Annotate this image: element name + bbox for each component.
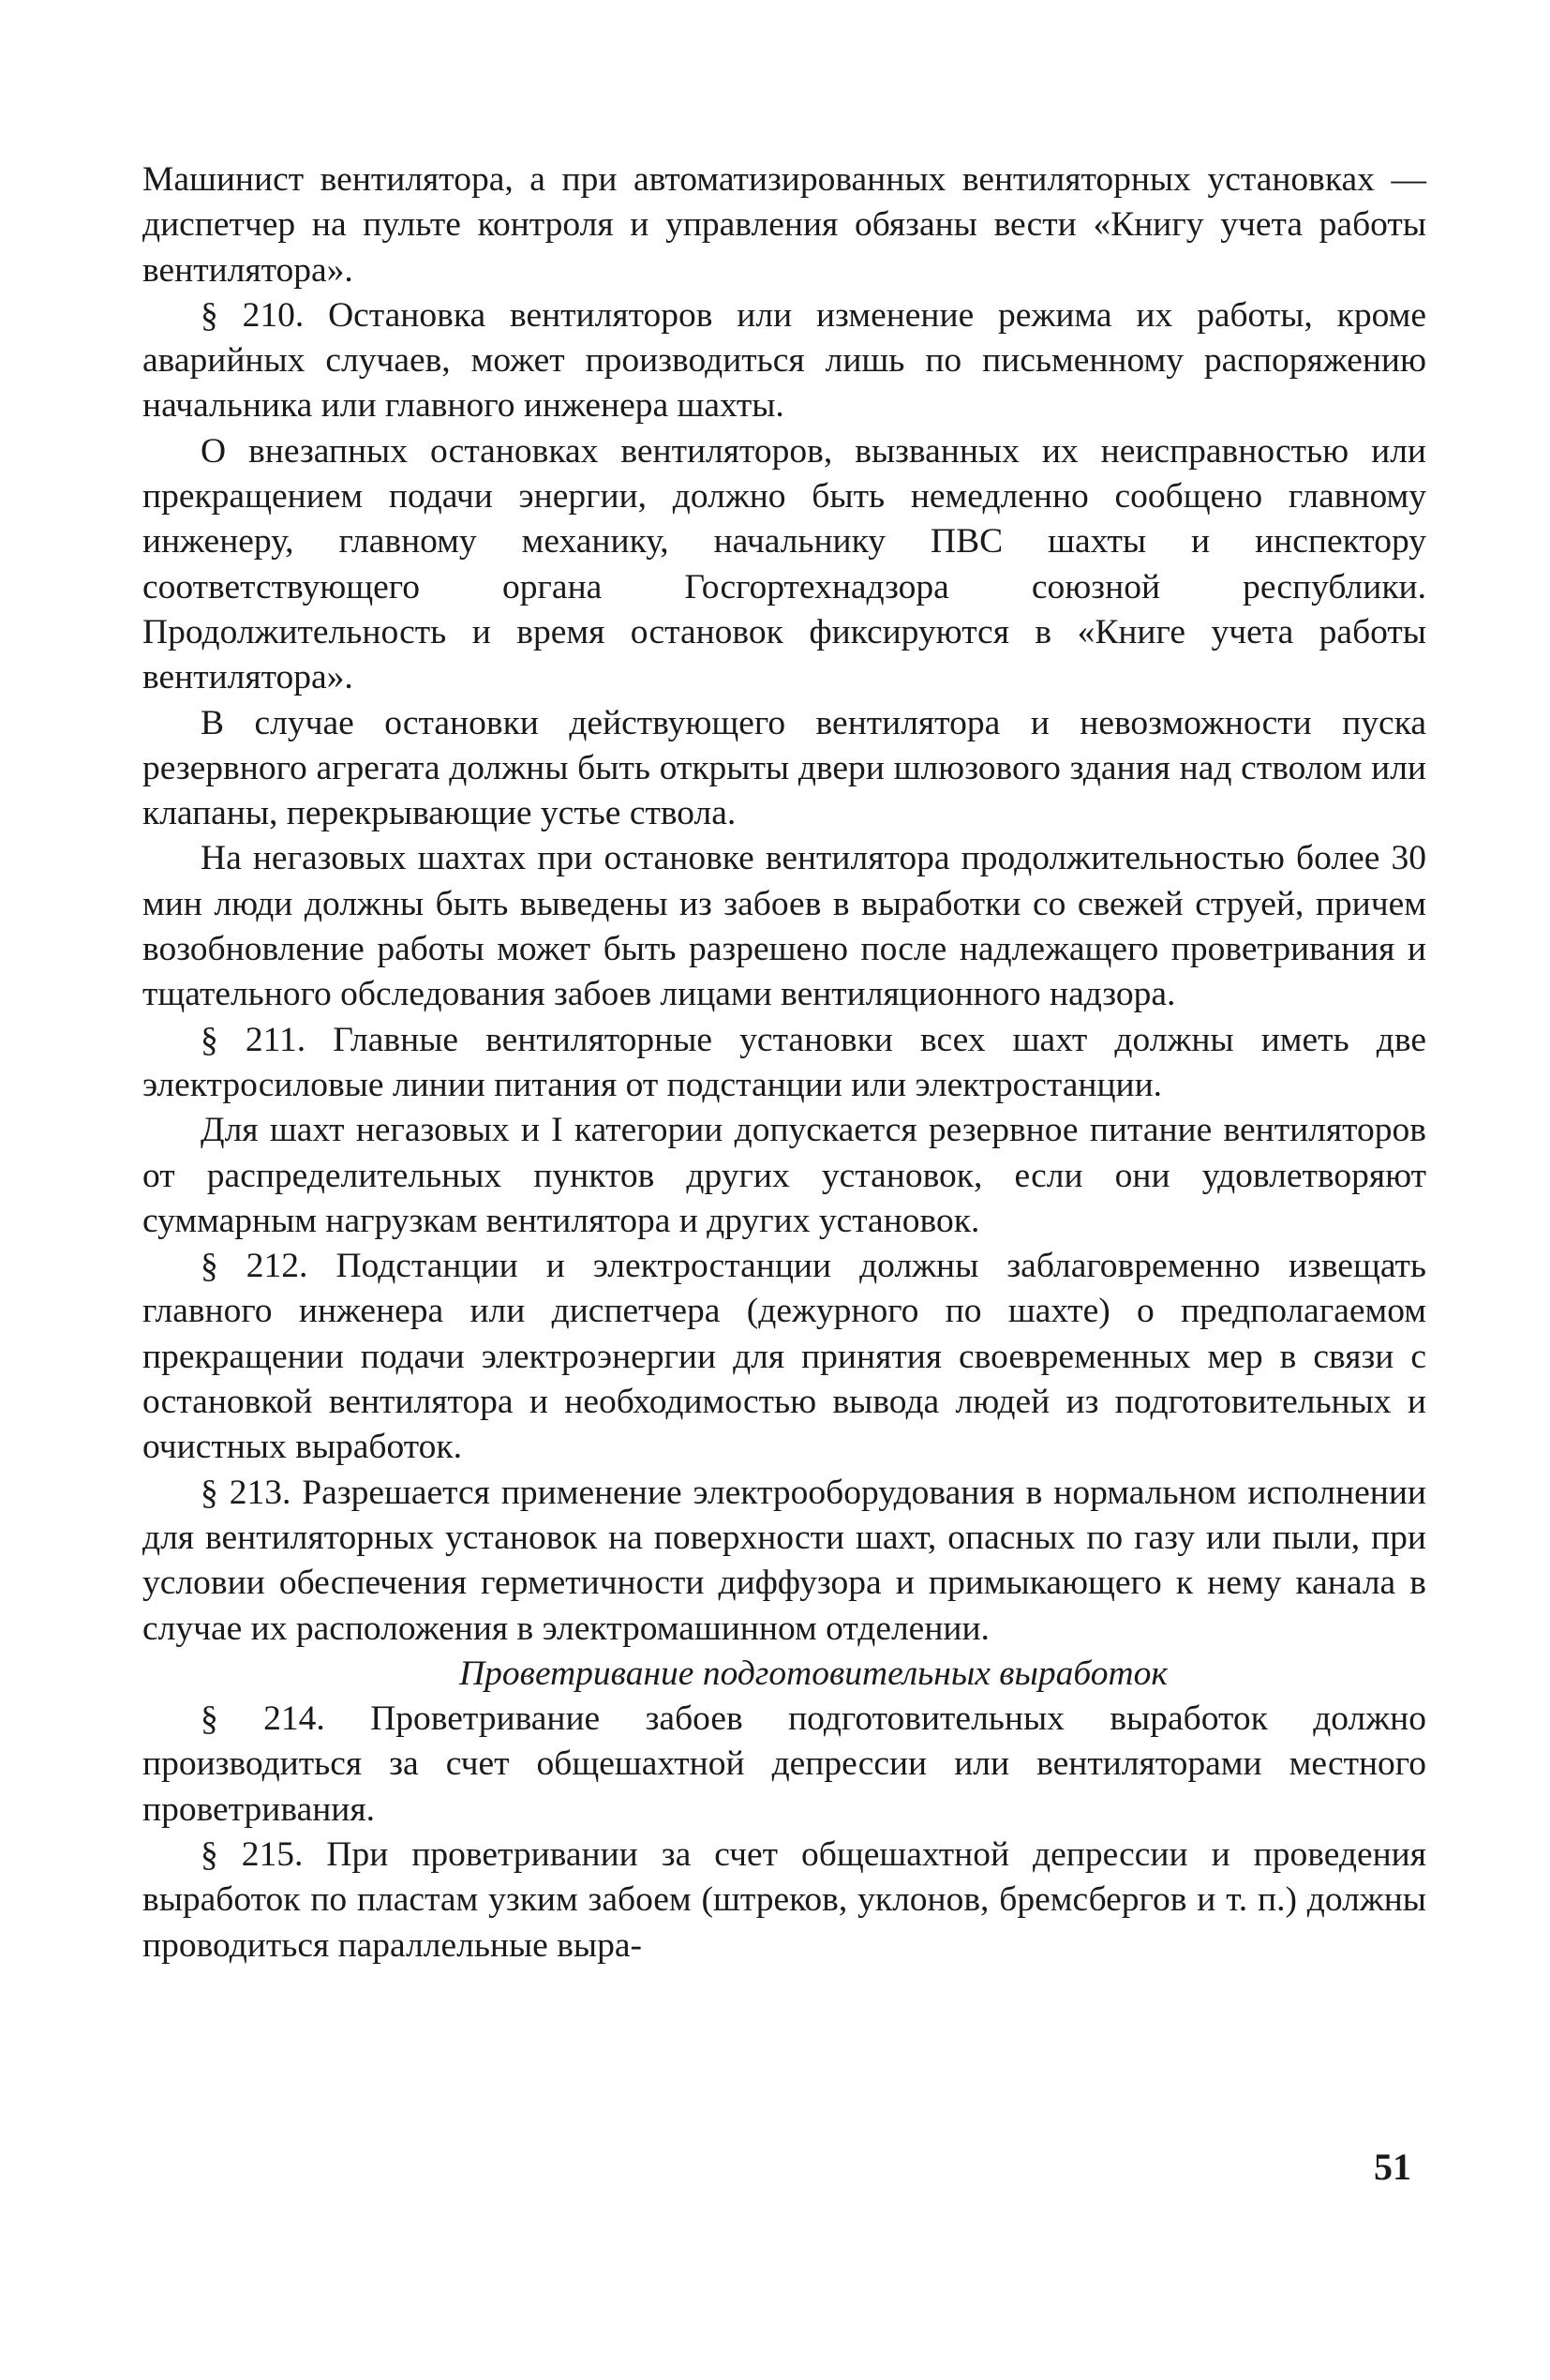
page-number: 51 (1374, 2146, 1411, 2188)
paragraph-212: § 212. Подстанции и электростанции должны заблаговременно извещать главного инженера или диспетчера (дежурного по шахте) о предполагаемом прекращении подачи электроэнергии для принятия своевременных мер в связи с остановкой вентилятора и необходимостью вывода людей из подготовительных и очистных выработок. (142, 1247, 1426, 1467)
body-text (142, 157, 1426, 1968)
paragraph-211: § 211. Главные вентиляторные установки всех шахт должны иметь две электросиловые линии питания от подстанции или электростанции. (142, 1020, 1426, 1104)
paragraph-214: § 214. Проветривание забоев подготовительных выработок должно производиться за счет общешахтной депрессии или вентиляторами местного проветривания. (142, 1699, 1426, 1829)
paragraph-210: § 210. Остановка вентиляторов или изменение режима их работы, кроме аварийных случаев, может производиться лишь по письменному распоряжению начальника или главного инженера шахты. (142, 295, 1426, 426)
paragraph: В случае остановки действующего вентилятора и невозможности пуска резервного агрегата должны быть открыты двери шлюзового здания над стволом или клапаны, перекрывающие устье ствола. (142, 703, 1426, 833)
paragraph-213: § 213. Разрешается применение электрооборудования в нормальном исполнении для вентиляторных установок на поверхности шахт, опасных по газу или пыли, при условии обеспечения герметичности диффузора и примыкающего к нему канала в случае их расположения в электромашинном отделении. (142, 1473, 1426, 1648)
paragraph-215: § 215. При проветривании за счет общешахтной депрессии и проведения выработок по пластам узким забоем (штреков, уклонов, бремсбергов и т. п.) должны проводиться параллельные выра- (142, 1834, 1426, 1965)
paragraph: Машинист вентилятора, а при автоматизированных вентиляторных установках — диспетчер на пульте контроля и управления обязаны вести «Книгу учета работы вентилятора». (142, 160, 1426, 290)
paragraph: О внезапных остановках вентиляторов, вызванных их неисправностью или прекращением подачи энергии, должно быть немедленно сообщено главному инженеру, главному механику, начальнику ПВС шахты и инспектору соответствующего органа Госгортехнадзора союзной республики. Продолжительность и время остановок фиксируются в «Книге учета работы вентилятора». (142, 431, 1426, 697)
paragraph: Для шахт негазовых и I категории допускается резервное питание вентиляторов от распределительных пунктов других установок, если они удовлетворяют суммарным нагрузкам вентилятора и других установок. (142, 1111, 1426, 1240)
section-subheading: Проветривание подготовительных выработок (459, 1654, 1168, 1693)
paragraph: На негазовых шахтах при остановке вентилятора продолжительностью более 30 мин люди должны быть выведены из забоев в выработки со свежей струей, причем возобновление работы может быть разрешено после надлежащего проветривания и тщательного обследования забоев лицами вентиляционного надзора. (142, 839, 1426, 1014)
